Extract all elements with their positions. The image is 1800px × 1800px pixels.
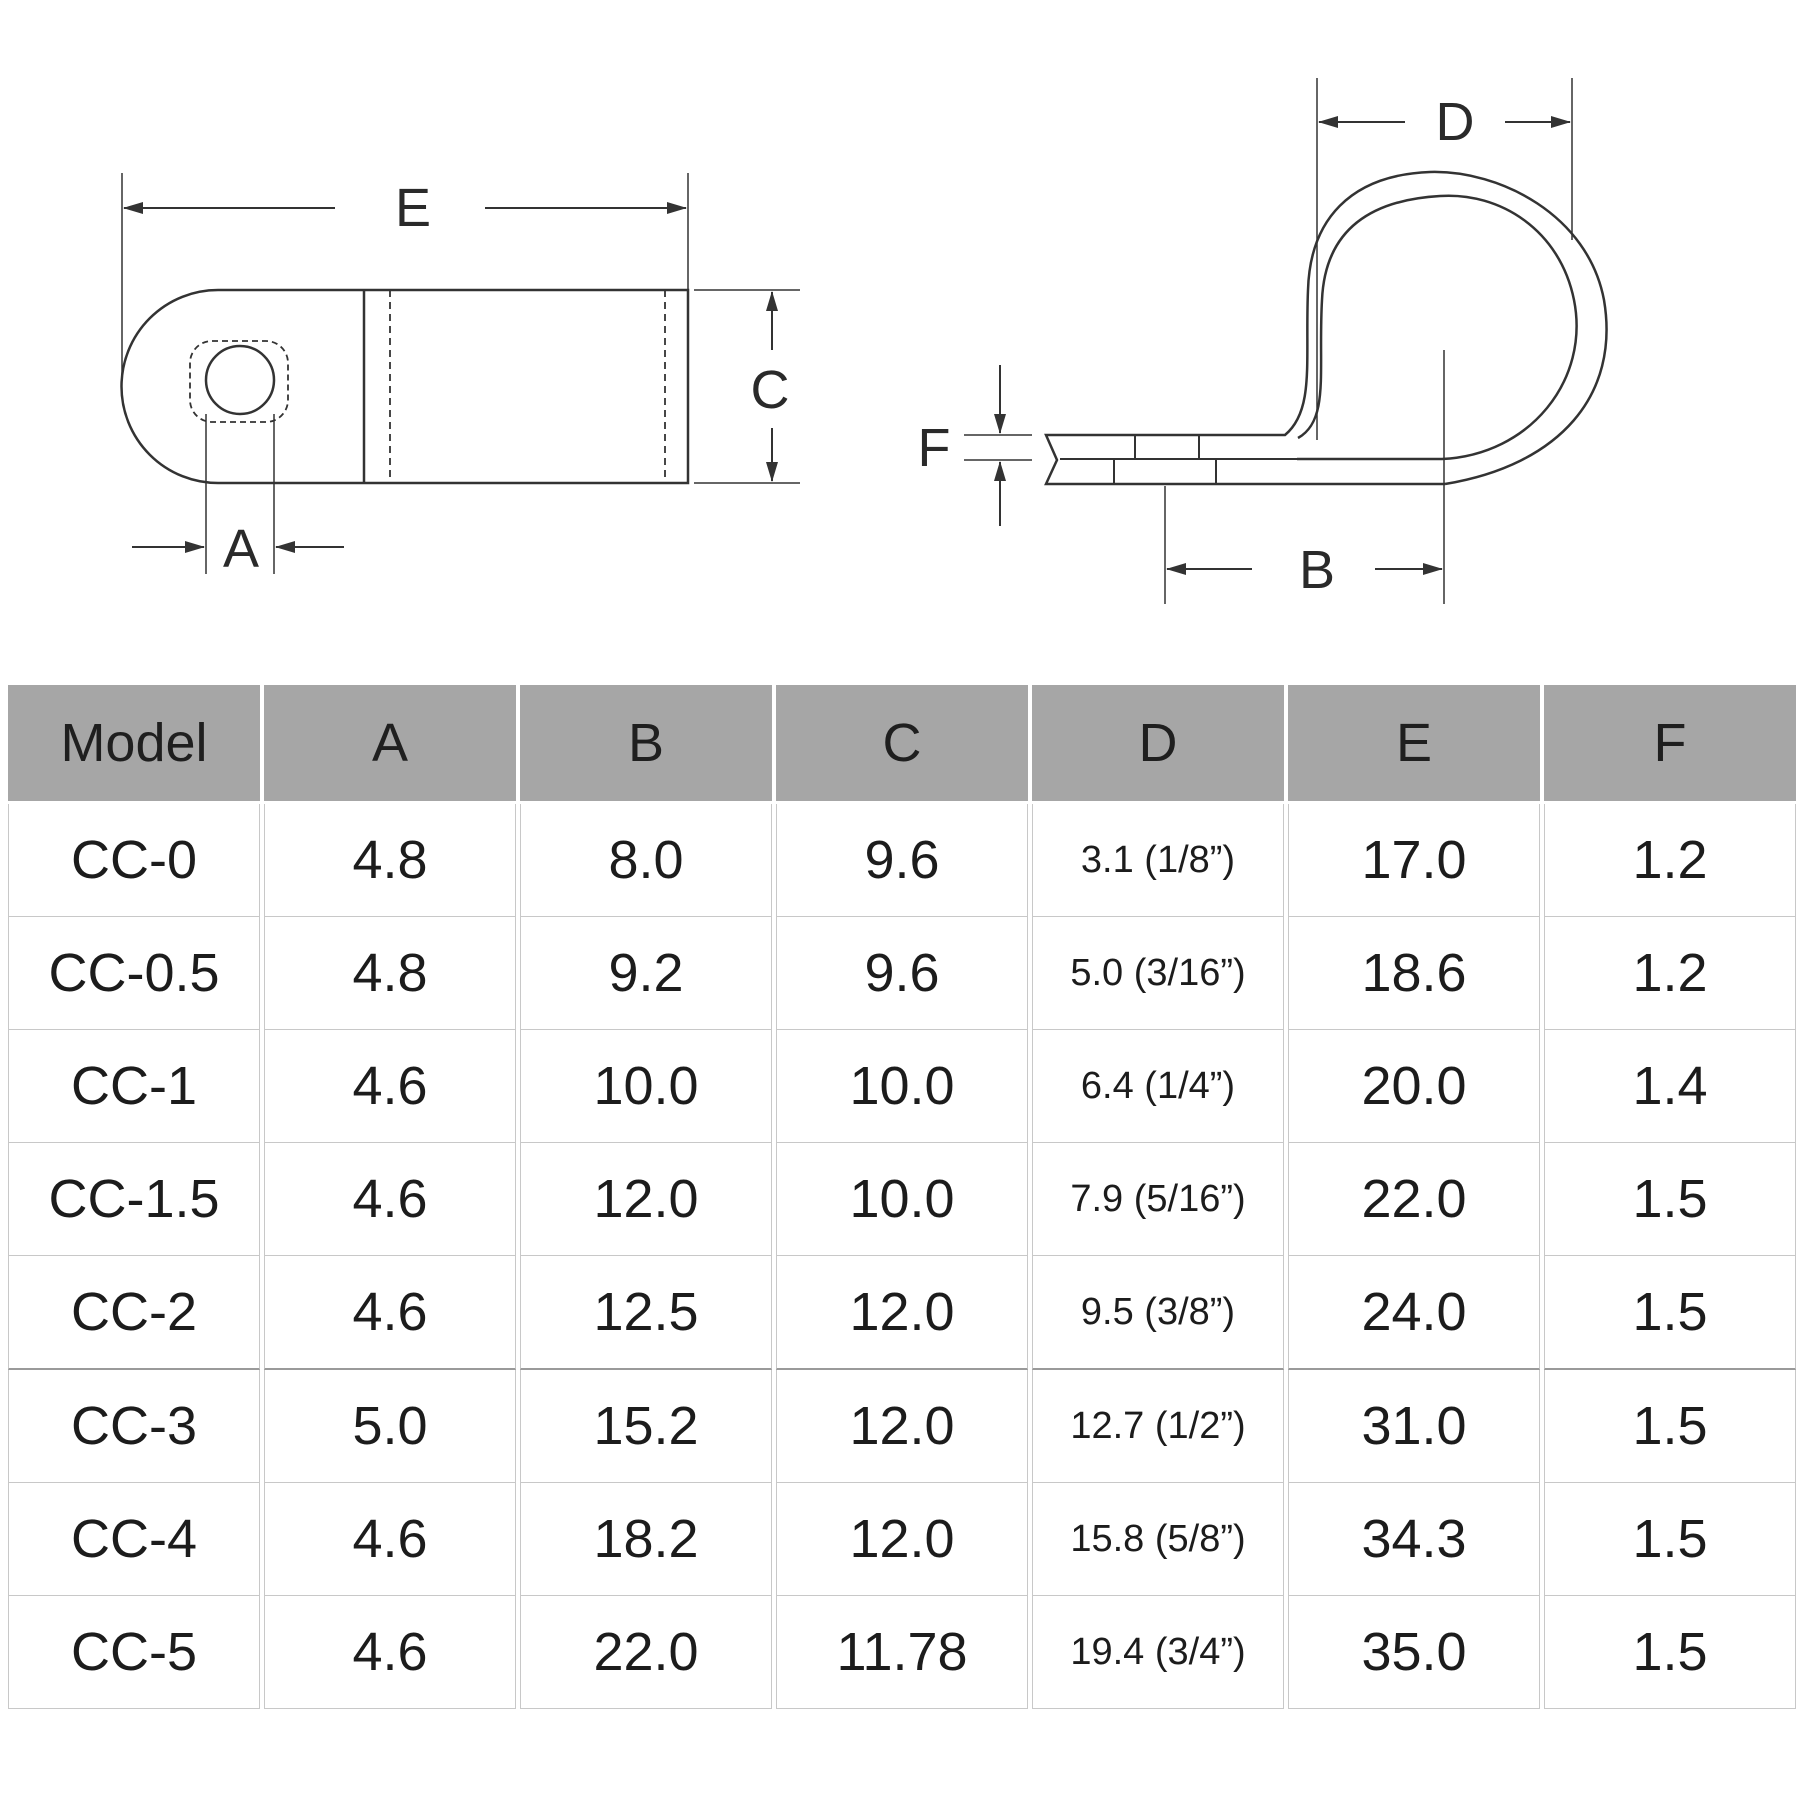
cell-f: 1.5 — [1544, 1596, 1796, 1709]
header-e: E — [1288, 685, 1540, 804]
cell-d: 12.7 (1/2”) — [1032, 1370, 1284, 1483]
cell-model: CC-1.5 — [8, 1143, 260, 1256]
cell-c: 12.0 — [776, 1483, 1028, 1596]
cell-c: 9.6 — [776, 804, 1028, 917]
header-model: Model — [8, 685, 260, 804]
dimension-spec-table — [4, 685, 1800, 1709]
cell-a: 4.6 — [264, 1596, 516, 1709]
table-row — [8, 1370, 1796, 1483]
cell-e: 20.0 — [1288, 1030, 1540, 1143]
cell-model: CC-5 — [8, 1596, 260, 1709]
header-b: B — [520, 685, 772, 804]
cell-f: 1.5 — [1544, 1483, 1796, 1596]
dim-label-e: E — [394, 178, 432, 238]
table-row — [8, 1143, 1796, 1256]
cell-model: CC-0 — [8, 804, 260, 917]
cell-e: 18.6 — [1288, 917, 1540, 1030]
table-row — [8, 1030, 1796, 1143]
cell-d: 3.1 (1/8”) — [1032, 804, 1284, 917]
mounting-hole — [206, 346, 274, 414]
cell-a: 4.6 — [264, 1030, 516, 1143]
cell-f: 1.5 — [1544, 1370, 1796, 1483]
clamp-top-view — [121, 173, 800, 574]
cell-f: 1.2 — [1544, 917, 1796, 1030]
cell-f: 1.5 — [1544, 1256, 1796, 1370]
table-row — [8, 1483, 1796, 1596]
cell-f: 1.2 — [1544, 804, 1796, 917]
dim-label-f: F — [917, 418, 951, 478]
cell-model: CC-2 — [8, 1256, 260, 1370]
cell-a: 4.6 — [264, 1143, 516, 1256]
cell-model: CC-1 — [8, 1030, 260, 1143]
cell-b: 18.2 — [520, 1483, 772, 1596]
cell-b: 10.0 — [520, 1030, 772, 1143]
table-row — [8, 1596, 1796, 1709]
cell-e: 17.0 — [1288, 804, 1540, 917]
cell-b: 8.0 — [520, 804, 772, 917]
cell-e: 31.0 — [1288, 1370, 1540, 1483]
cell-f: 1.4 — [1544, 1030, 1796, 1143]
cell-d: 5.0 (3/16”) — [1032, 917, 1284, 1030]
cell-model: CC-0.5 — [8, 917, 260, 1030]
cell-model: CC-4 — [8, 1483, 260, 1596]
header-c: C — [776, 685, 1028, 804]
cell-b: 9.2 — [520, 917, 772, 1030]
table-row — [8, 1256, 1796, 1370]
cell-f: 1.5 — [1544, 1143, 1796, 1256]
table-row — [8, 917, 1796, 1030]
cell-b: 12.0 — [520, 1143, 772, 1256]
cell-a: 4.6 — [264, 1483, 516, 1596]
cell-a: 4.8 — [264, 804, 516, 917]
cell-a: 5.0 — [264, 1370, 516, 1483]
cell-e: 22.0 — [1288, 1143, 1540, 1256]
cell-b: 12.5 — [520, 1256, 772, 1370]
cell-c: 11.78 — [776, 1596, 1028, 1709]
dim-label-a: A — [222, 519, 260, 579]
header-f: F — [1544, 685, 1796, 804]
clamp-loop-inner — [1297, 196, 1577, 459]
cell-c: 12.0 — [776, 1256, 1028, 1370]
cell-e: 35.0 — [1288, 1596, 1540, 1709]
header-a: A — [264, 685, 516, 804]
cell-c: 9.6 — [776, 917, 1028, 1030]
cell-b: 22.0 — [520, 1596, 772, 1709]
cell-c: 10.0 — [776, 1143, 1028, 1256]
cell-a: 4.8 — [264, 917, 516, 1030]
cell-a: 4.6 — [264, 1256, 516, 1370]
cell-e: 34.3 — [1288, 1483, 1540, 1596]
table-header-row — [8, 685, 1796, 804]
cell-c: 10.0 — [776, 1030, 1028, 1143]
cell-d: 15.8 (5/8”) — [1032, 1483, 1284, 1596]
cell-c: 12.0 — [776, 1370, 1028, 1483]
dim-label-d: D — [1435, 92, 1475, 152]
header-d: D — [1032, 685, 1284, 804]
clamp-dimension-diagram — [0, 0, 1800, 680]
clamp-loop-outer — [1060, 172, 1607, 484]
table-row — [8, 804, 1796, 917]
cell-d: 19.4 (3/4”) — [1032, 1596, 1284, 1709]
cell-d: 9.5 (3/8”) — [1032, 1256, 1284, 1370]
cell-d: 7.9 (5/16”) — [1032, 1143, 1284, 1256]
dim-label-b: B — [1298, 540, 1336, 600]
dim-label-c: C — [750, 360, 790, 420]
cell-model: CC-3 — [8, 1370, 260, 1483]
clamp-side-view — [964, 78, 1607, 604]
cell-b: 15.2 — [520, 1370, 772, 1483]
cell-e: 24.0 — [1288, 1256, 1540, 1370]
cell-d: 6.4 (1/4”) — [1032, 1030, 1284, 1143]
